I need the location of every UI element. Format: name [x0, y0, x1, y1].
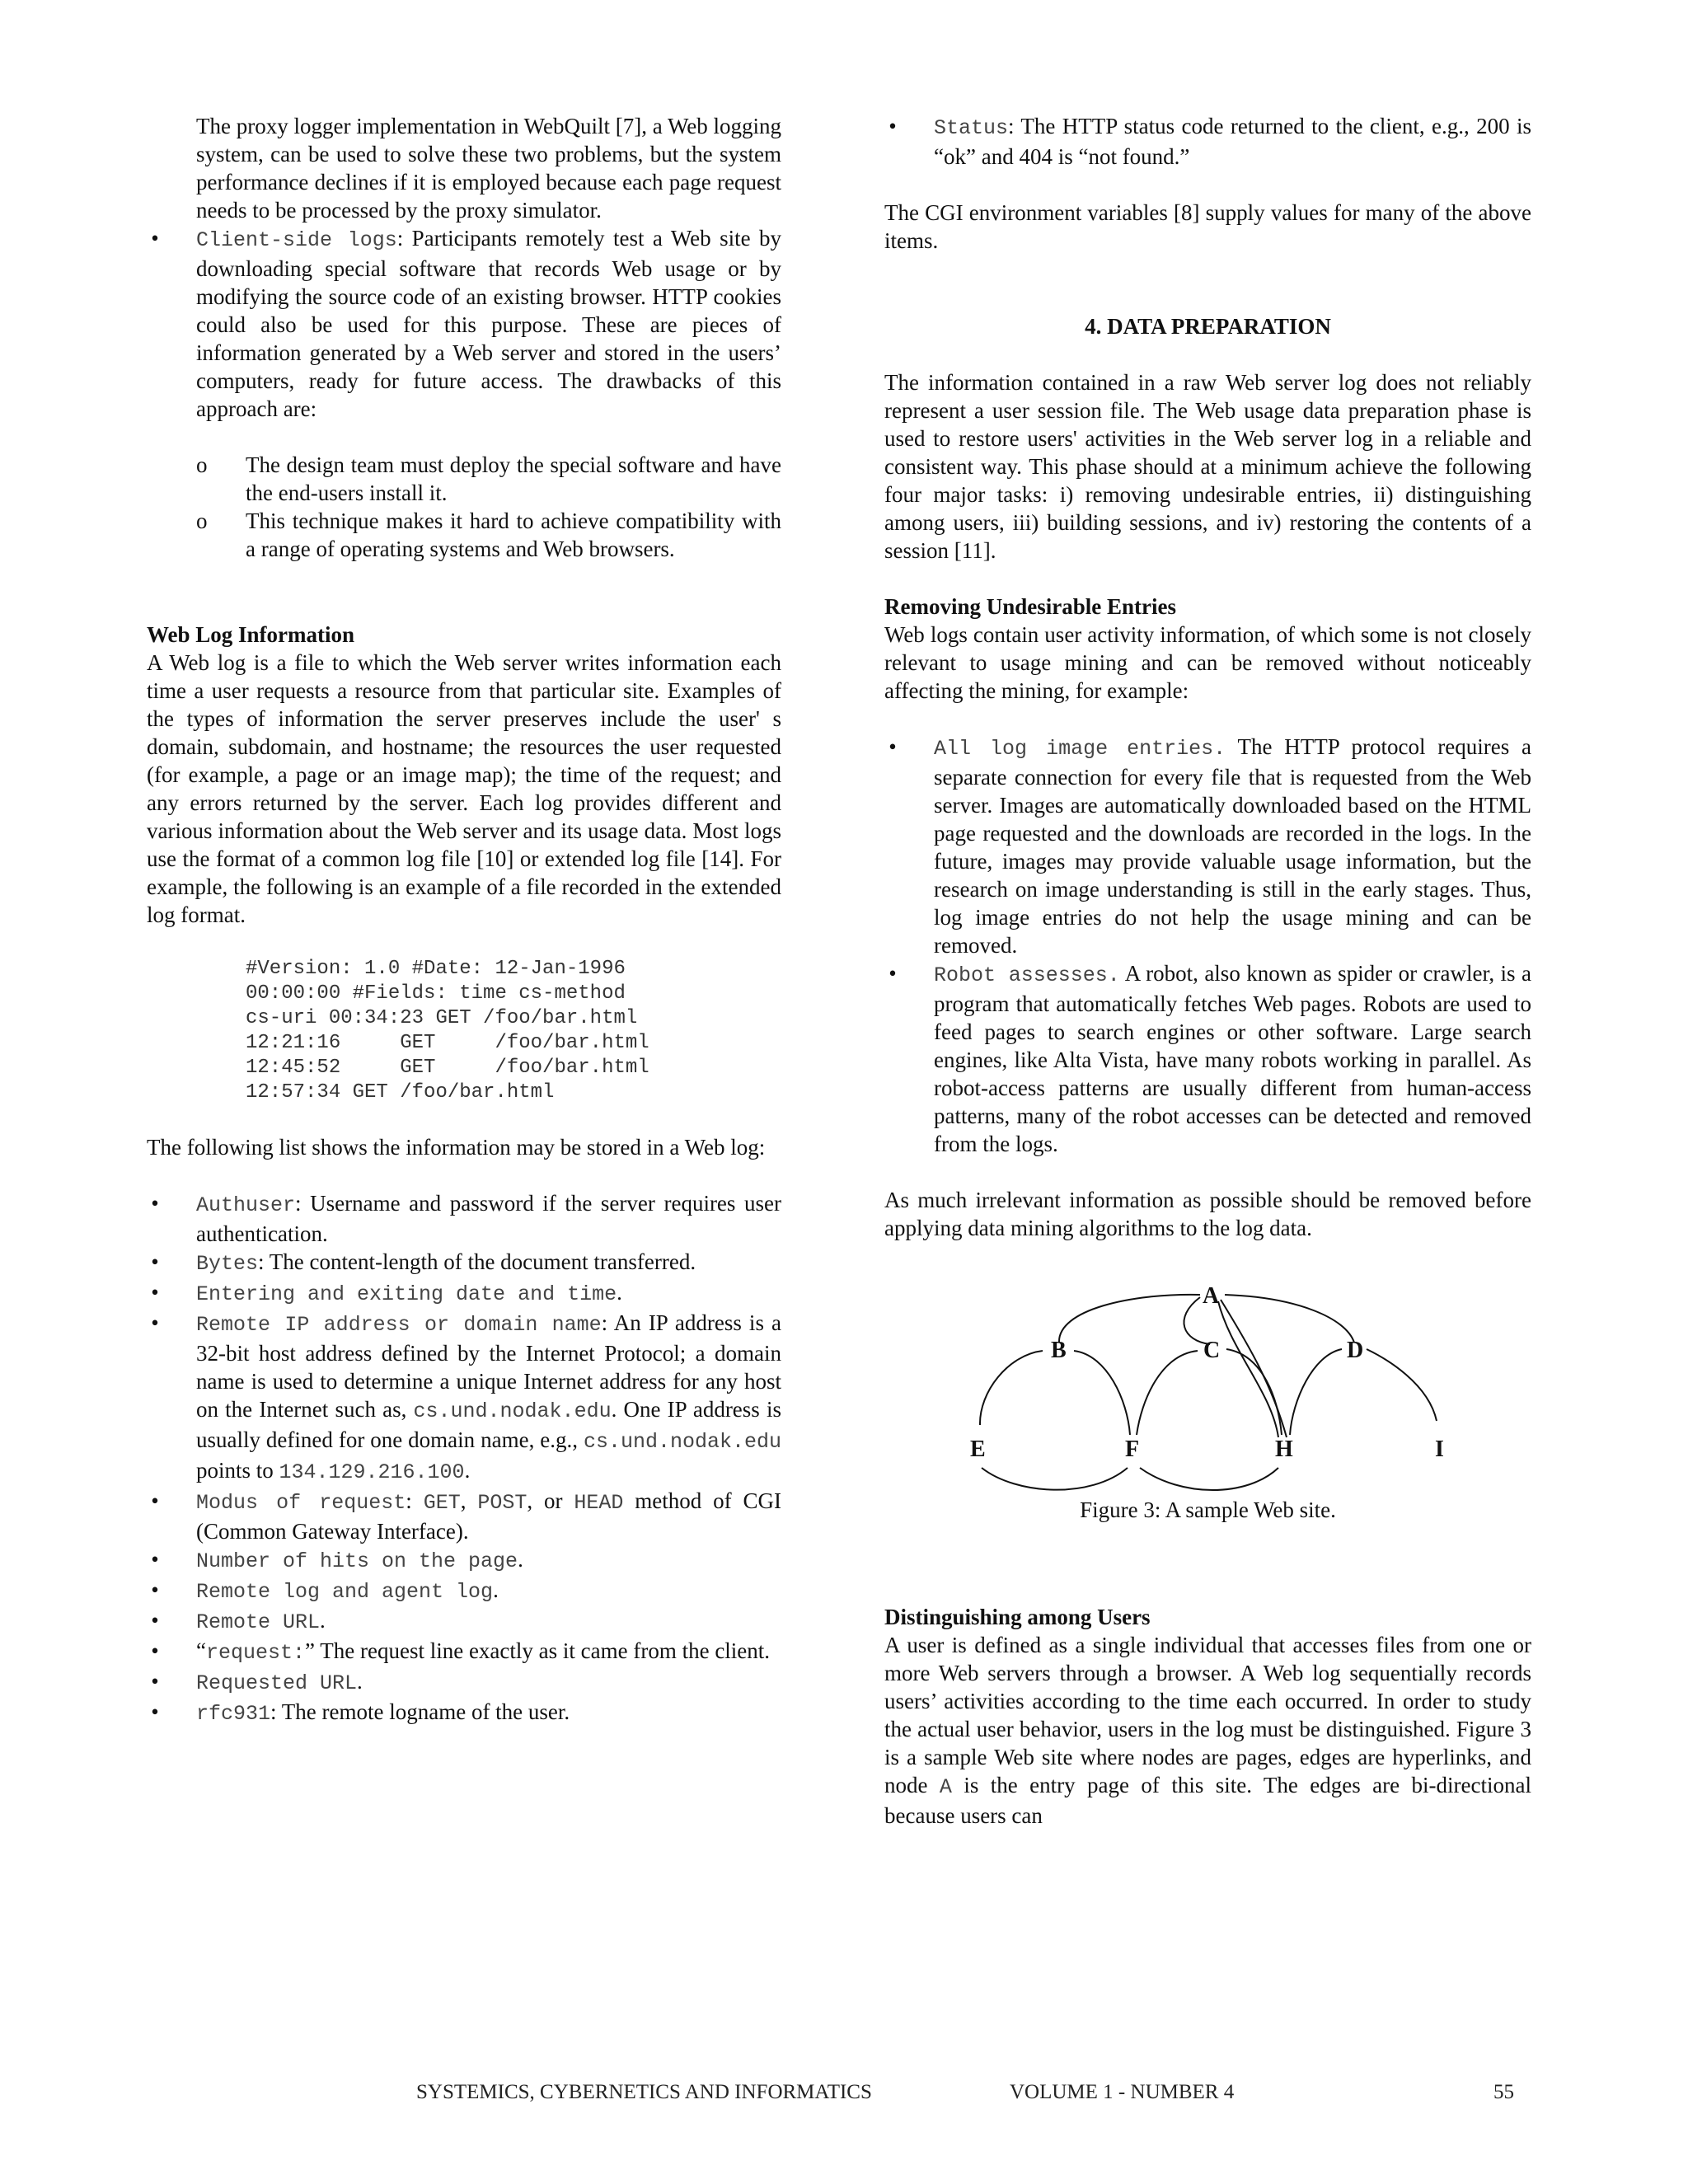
list-item: • Robot assesses. A robot, also known as spider or crawler, is a program that automatically fetches Web pages. Robots are used to feed pages to search engines or other software. Large search engines, like Alta Vista, have many robots working in parallel. As robot-access patterns are usually different from human-access patterns, many of the robot accesses can be detected and removed from the logs.	[884, 959, 1531, 1158]
graph-edges	[980, 1295, 1437, 1490]
list-item: • Remote URL.	[147, 1606, 781, 1637]
bullet-icon: •	[151, 1191, 159, 1216]
volume-number: VOLUME 1 - NUMBER 4	[1010, 2081, 1235, 2103]
edge-d-i	[1367, 1349, 1437, 1421]
status-list	[884, 112, 1531, 171]
client-side-list	[147, 224, 781, 423]
bullet-icon: •	[151, 1310, 159, 1335]
list-item: • rfc931: The remote logname of the user.	[147, 1698, 781, 1728]
bullet-icon: •	[889, 961, 897, 986]
list-item: • All log image entries. The HTTP protocol requires a separate connection for every file that is requested from the Web server. Images are automatically downloaded based on the HTML page requested and the downloads are recorded in the logs. In the future, images may provide valuable usage information, but the research on image understanding is still in the early stages. Thus, log image entries do not help the usage mining and can be removed.	[884, 733, 1531, 959]
list-item: • Number of hits on the page.	[147, 1545, 781, 1576]
edge-b-f	[1074, 1351, 1130, 1435]
edge-d-h	[1290, 1349, 1342, 1435]
removing-paragraph: Web logs contain user activity information, of which some is not closely relevant to usage mining and can be removed without noticeably affecting the mining, for example:	[884, 622, 1531, 703]
removing-list	[884, 733, 1531, 1158]
bullet-icon: •	[151, 1699, 159, 1724]
list-item: • Requested URL.	[147, 1667, 781, 1698]
edge-f-h	[1140, 1468, 1278, 1490]
graph-node: F	[1125, 1436, 1140, 1462]
bullet-icon: •	[151, 1577, 159, 1602]
edge-a-h-1	[1221, 1300, 1287, 1437]
graph-node: C	[1203, 1338, 1221, 1363]
log-example-code: #Version: 1.0 #Date: 12-Jan-1996 00:00:00 #Fields: time cs-method cs-uri 00:34:23 GET /foo/bar.html 12:21:16 GET /foo/bar.html 12:45:52 GET /foo/bar.html 12:57:34 GET /foo/bar.html	[246, 958, 649, 1104]
site-graph-figure	[884, 1252, 1531, 1532]
edge-a-h-2	[1218, 1301, 1278, 1437]
bullet-icon: •	[151, 1547, 159, 1572]
list-item: • Authuser: Username and password if the server requires user authentication.	[147, 1189, 781, 1248]
list-item: • Modus of request: GET, POST, or HEAD method of CGI (Common Gateway Interface).	[147, 1487, 781, 1545]
list-item: • Remote log and agent log.	[147, 1576, 781, 1606]
graph-node: I	[1435, 1436, 1444, 1462]
list-item: • “request:” The request line exactly as it came from the client.	[147, 1637, 781, 1667]
section-paragraph: The information contained in a raw Web server log does not reliably represent a user session file. The Web usage data preparation phase is used to restore users' activities in the Web server log in a reliable and consistent way. This phase should at a minimum achieve the following four major tasks: i) removing undesirable entries, ii) distinguishing among users, iii) building sessions, and iv) restoring the contents of a session [11].	[884, 370, 1531, 563]
bullet-icon: •	[151, 226, 159, 251]
web-log-fields-list	[147, 1189, 781, 1728]
page-footer	[0, 2079, 1688, 2111]
graph-node: E	[970, 1436, 986, 1462]
journal-name: SYSTEMICS, CYBERNETICS AND INFORMATICS	[416, 2081, 872, 2103]
graph-node: A	[1203, 1283, 1220, 1309]
distinguishing-paragraph: A user is defined as a single individual that accesses files from one or more Web servers through a browser. A Web log sequentially records users’ activities according to the time each occurred. In order to study the actual user behavior, users in the log must be distinguished. Figure 3 is a sample Web site where nodes are pages, edges are hyperlinks, and node A is the entry page of this site. The edges are bi-directional because users can	[884, 1633, 1531, 1828]
graph-node: D	[1347, 1338, 1364, 1363]
bullet-icon: •	[151, 1608, 159, 1633]
edge-a-b	[1059, 1295, 1200, 1343]
list-item: • Bytes: The content-length of the document transferred.	[147, 1248, 781, 1278]
circle-bullet-icon: o	[196, 452, 208, 477]
page-number: 55	[1493, 2081, 1514, 2103]
web-log-paragraph: A Web log is a file to which the Web server writes information each time a user requests a resource from that particular site. Examples of the types of information the server preserves include the user' s domain, subdomain, and hostname; the resources the user requested (for example, a page or an image map); the time of the request; and any errors returned by the server. Each log provides different and various information about the Web server and its usage data. Most logs use the format of a common log file [10] or extended log file [14]. For example, the following is an example of a file recorded in the extended log format.	[147, 650, 781, 927]
circle-bullet-icon: o	[196, 509, 208, 533]
irrelevant-paragraph: As much irrelevant information as possible should be removed before applying data mining algorithms to the log data.	[884, 1188, 1531, 1240]
list-intro: The following list shows the information may be stored in a Web log:	[147, 1135, 766, 1160]
edge-c-h	[1226, 1349, 1282, 1435]
removing-heading: Removing Undesirable Entries	[884, 594, 1176, 619]
sub-list-item: o This technique makes it hard to achieve compatibility with a range of operating systems and Web browsers.	[196, 509, 781, 561]
figure-caption: Figure 3: A sample Web site.	[1080, 1497, 1336, 1522]
list-item: • Status: The HTTP status code returned to the client, e.g., 200 is “ok” and 404 is “not found.”	[884, 112, 1531, 171]
bullet-icon: •	[151, 1488, 159, 1513]
cgi-paragraph: The CGI environment variables [8] supply values for many of the above items.	[884, 200, 1531, 253]
edge-b-e	[980, 1351, 1043, 1425]
edge-a-d	[1225, 1295, 1354, 1343]
graph-nodes	[970, 1283, 1444, 1462]
section-heading: 4. DATA PREPARATION	[1085, 314, 1331, 339]
bullet-icon: •	[889, 734, 897, 759]
drawbacks-sublist	[196, 451, 781, 563]
edge-e-f	[982, 1468, 1128, 1490]
sub-list-item: o The design team must deploy the special software and have the end-users install it.	[196, 452, 781, 505]
bullet-icon: •	[151, 1280, 159, 1305]
graph-node: H	[1275, 1436, 1293, 1462]
bullet-icon: •	[151, 1249, 159, 1274]
site-graph	[884, 1252, 1531, 1499]
list-item: • Remote IP address or domain name: An IP address is a 32-bit host address defined by the Internet Protocol; a domain name is used to determine a unique Internet address for any host on the Internet such as, cs.und.nodak.edu. One IP address is usually defined for one domain name, e.g., cs.und.nodak.edu points to 134.129.216.100.	[147, 1309, 781, 1487]
right-column	[884, 112, 1531, 1830]
list-text: : Participants remotely test a Web site by downloading special software that records Web usage or by modifying the source code of an existing browser. HTTP cookies could also be used for this purpose. These are pieces of information generated by a Web server and stored in the users’ computers, ready for future access. The drawbacks of this approach are:	[196, 226, 781, 421]
web-log-heading: Web Log Information	[147, 622, 355, 647]
left-column	[147, 112, 781, 1728]
bullet-icon: •	[889, 114, 897, 138]
bullet-icon: •	[151, 1669, 159, 1694]
distinguishing-heading: Distinguishing among Users	[884, 1605, 1151, 1629]
bullet-icon: •	[151, 1638, 159, 1663]
list-item	[147, 224, 781, 423]
list-term: Client-side logs	[196, 228, 397, 252]
edge-c-f	[1137, 1351, 1198, 1435]
graph-node: B	[1051, 1338, 1067, 1363]
list-item: • Entering and exiting date and time.	[147, 1278, 781, 1309]
intro-paragraph: The proxy logger implementation in WebQuilt [7], a Web logging system, can be used to solve these two problems, but the system performance declines if it is employed because each page request needs to be processed by the proxy simulator.	[196, 114, 782, 223]
